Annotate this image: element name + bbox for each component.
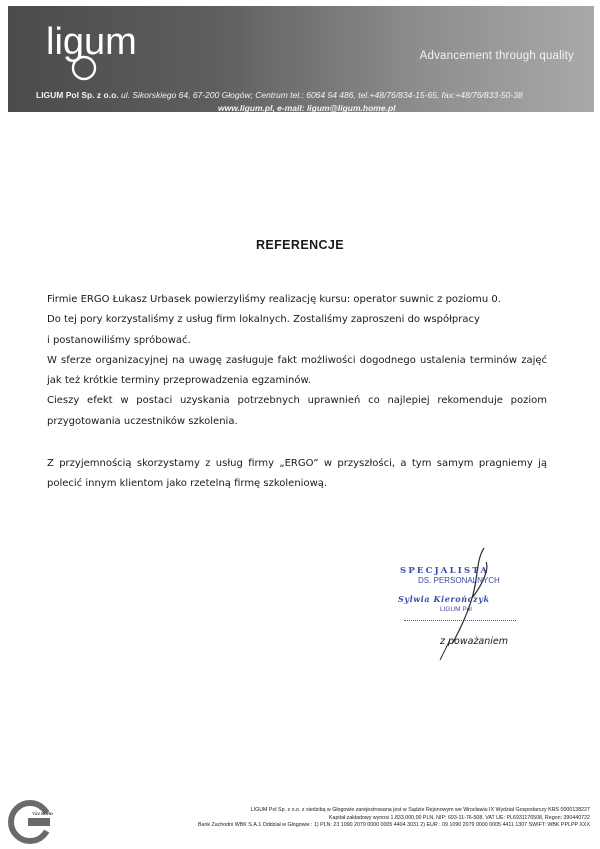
footer-line: Kapitał zakładowy wynosi 1.833.000,00 PLN, NIP: 693-11-76-508, VAT UE: PL6931176508, Regon: 390440722	[329, 814, 590, 821]
company-name: LIGUM Pol Sp. z o.o.	[36, 90, 119, 100]
svg-text:ligum: ligum	[46, 21, 137, 63]
stamp-title: SPECJALISTA	[400, 566, 490, 576]
letterhead	[8, 6, 594, 112]
svg-text:TÜV NORD: TÜV NORD	[32, 811, 53, 816]
company-address	[36, 90, 523, 100]
letter-body	[47, 290, 547, 495]
signature-dotted-line	[404, 620, 516, 621]
footer-legal-info	[110, 807, 590, 830]
paragraph-line: W sferze organizacyjnej na uwagę zasługuje fakt możliwości dogodnego ustalenia terminów zajęć	[47, 354, 547, 366]
paragraph-line: Cieszy efekt w postaci uzyskania potrzebnych uprawnień co najlepiej rekomenduje poziom	[47, 395, 547, 407]
company-stamp	[380, 560, 540, 670]
stamp-person-name: Sylwia Kierończyk	[398, 594, 490, 604]
stamp-department: DS. PERSONALNYCH	[418, 576, 500, 585]
address-line: ul. Sikorskiego 64, 67-200 Głogów; Centrum tel.: 6064 54 486, tel.+48/76/834-15-65, fax:+48/76/833-50-38	[121, 90, 523, 100]
web-email-line: www.ligum.pl, e-mail: ligum@ligum.home.pl	[218, 103, 396, 113]
paragraph-line: Do tej pory korzystaliśmy z usług firm lokalnych. Zostaliśmy zaproszeni do współpracy	[47, 314, 480, 326]
paragraph-line: przygotowania uczestników szkolenia.	[47, 415, 238, 427]
stamp-company: LIGUM Pol	[440, 606, 472, 613]
paragraph-line: jak też krótkie terminy przeprowadzenia egzaminów.	[47, 375, 311, 387]
document-title: REFERENCJE	[255, 238, 345, 252]
paragraph-line: polecić innym klientom jako rzetelną firmę szkoleniową.	[47, 478, 328, 490]
paragraph-line: i postanowiliśmy spróbować.	[47, 334, 191, 346]
footer-line: LIGUM Pol Sp. z o.o. z siedzibą w Głogowie zarejestrowana jest w Sądzie Rejonowym we Wrocławiu IX Wydział Gospodarczy KRS 0000138227	[250, 807, 590, 813]
footer-line: Bank Zachodni WBK S.A.1 Oddział w Głogowie : 1) PLN: 23 1090 2079 0000 0005 4404 3031 2) EUR : 09 1090 2079 0000 0005 4411 1307 SWIFT: WBK PPLPP XXX	[197, 822, 590, 829]
paragraph-line: Z przyjemnością skorzystamy z usług firmy „ERGO” w przyszłości, a tym samym pragniemy ją	[47, 458, 547, 470]
tuv-nord-logo	[6, 798, 56, 846]
closing-phrase: z poważaniem	[440, 636, 509, 647]
ligum-logo	[44, 16, 154, 86]
company-tagline: Advancement through quality	[419, 50, 574, 62]
paragraph-line: Firmie ERGO Łukasz Urbasek powierzyliśmy realizację kursu: operator suwnic z poziomu 0.	[47, 294, 501, 305]
